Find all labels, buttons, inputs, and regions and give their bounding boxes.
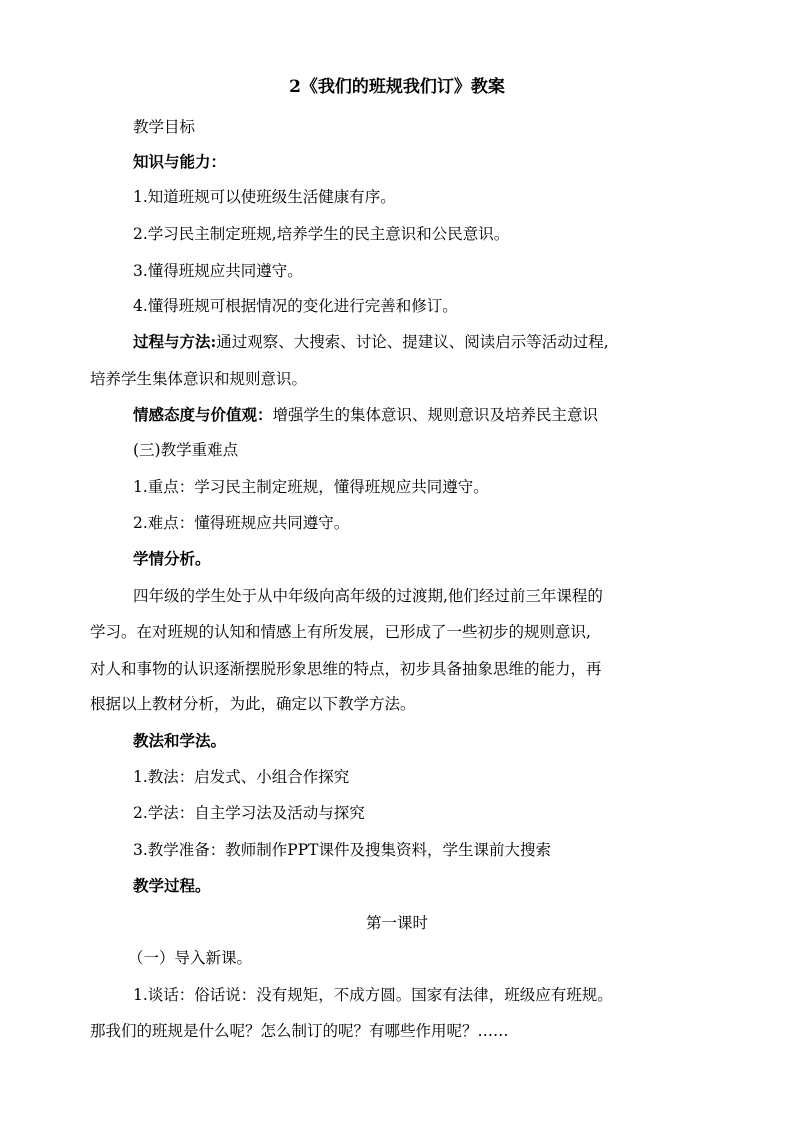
analysis-line: 四年级的学生处于从中年级向高年级的过渡期,他们经过前三年课程的 [133,587,603,605]
analysis-heading: 学情分析。 [133,549,211,568]
process-label: 过程与方法: [133,332,217,351]
methods-heading: 教法和学法。 [133,731,227,750]
method-item: 3.教学准备：教师制作PPT课件及搜集资料，学生课前大搜索 [133,841,551,859]
analysis-line: 学习。在对班规的认知和情感上有所发展，已形成了一些初步的规则意识, [90,623,591,641]
knowledge-item: 2.学习民主制定班规,培养学生的民主意识和公民意识。 [133,225,510,243]
emotion-paragraph [133,403,598,427]
knowledge-item: 3.懂得班规应共同遵守。 [133,262,303,280]
analysis-line: 对人和事物的认识逐渐摆脱形象思维的特点，初步具备抽象思维的能力，再 [90,660,602,678]
procedure-heading: 教学过程。 [133,876,211,895]
objectives-heading: 教学目标 [133,118,196,136]
talk-line: 1.谈话：俗话说：没有规矩，不成方圆。国家有法律，班级应有班规。 [133,986,613,1004]
knowledge-item: 1.知道班规可以使班级生活健康有序。 [133,188,396,206]
key-point-item: 2.难点：懂得班规应共同遵守。 [133,514,350,532]
lesson-title: 第一课时 [365,914,428,932]
method-item: 2.学法：自主学习法及活动与探究 [133,804,365,822]
process-paragraph [133,330,609,354]
section-intro: （一）导入新课。 [128,949,253,967]
emotion-label: 情感态度与价值观： [133,405,273,424]
analysis-line: 根据以上教材分析，为此，确定以下教学方法。 [90,695,416,713]
talk-line: 那我们的班规是什么呢？怎么制订的呢？有哪些作用呢？…… [90,1022,509,1040]
method-item: 1.教法：启发式、小组合作探究 [133,768,350,786]
document-title: 2《我们的班规我们订》教案 [289,77,505,97]
process-text: 通过观察、大搜索、讨论、提建议、阅读启示等活动过程, [216,333,609,351]
emotion-text: 增强学生的集体意识、规则意识及培养民主意识 [272,406,599,424]
knowledge-heading: 知识与能力： [133,152,227,171]
knowledge-item: 4.懂得班规可根据情况的变化进行完善和修订。 [133,297,458,315]
key-point-item: 1.重点：学习民主制定班规，懂得班规应共同遵守。 [133,478,489,496]
key-points-heading: (三)教学重难点 [133,441,239,459]
process-text-cont: 培养学生集体意识和规则意识。 [90,370,308,388]
